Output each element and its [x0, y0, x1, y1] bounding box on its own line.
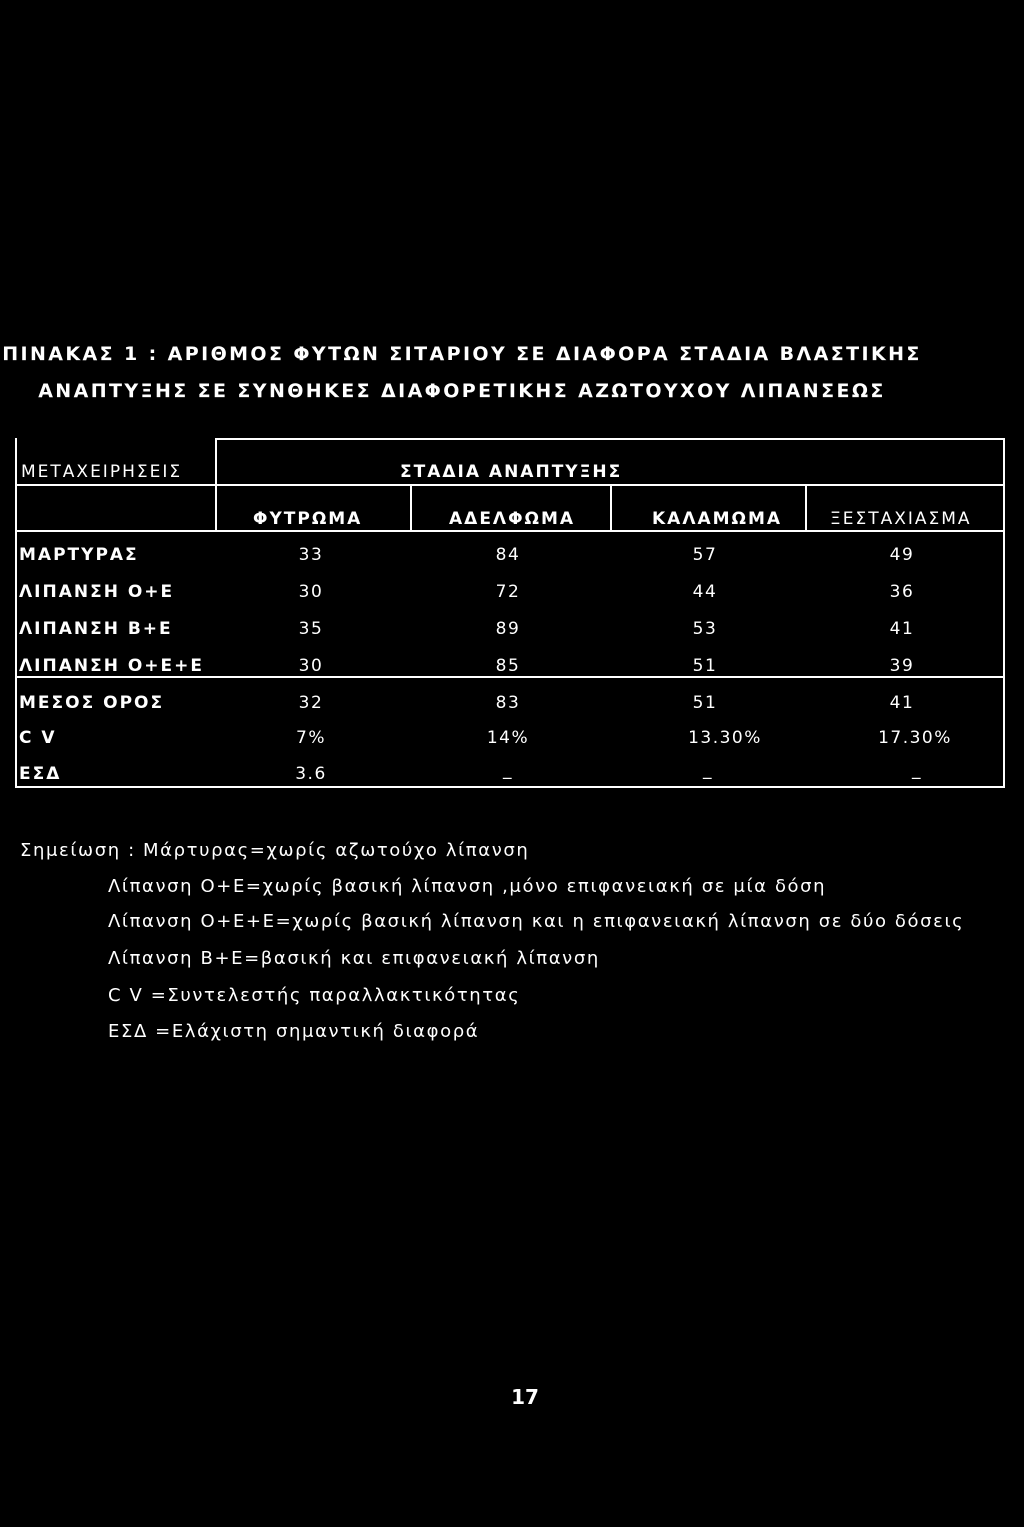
cell-value: 85: [495, 656, 521, 676]
note-line-3: Λίπανση Ο+Ε+Ε=χωρίς βασική λίπανση και η επιφανειακή λίπανση σε δύο δόσεις: [108, 911, 965, 932]
cell-value: 32: [298, 693, 324, 713]
note-line-6: ΕΣΔ =Ελάχιστη σημαντική διαφορά: [108, 1021, 480, 1042]
row-label-fertilization-o-e-e: ΛΙΠΑΝΣΗ Ο+Ε+Ε: [19, 656, 205, 676]
page-number: 17: [511, 1385, 539, 1409]
cell-value: 89: [495, 619, 521, 639]
cell-value: 83: [495, 693, 521, 713]
cell-value: _: [703, 760, 713, 780]
cell-value: 51: [692, 693, 718, 713]
note-line-1: Σημείωση : Μάρτυρας=χωρίς αζωτούχο λίπανση: [20, 840, 530, 861]
cell-value: 39: [889, 656, 915, 676]
cell-value: 53: [692, 619, 718, 639]
cell-value: 84: [495, 545, 521, 565]
cell-value: 7%: [296, 728, 326, 748]
column-header-tillering: ΑΔΕΛΦΩΜΑ: [449, 509, 576, 529]
cell-value: 51: [692, 656, 718, 676]
cell-value: _: [912, 760, 922, 780]
data-table: [15, 438, 1005, 788]
cell-value: 13.30%: [688, 728, 762, 748]
cell-value: 33: [298, 545, 324, 565]
column-header-stem-elongation: ΚΑΛΑΜΩΜΑ: [652, 509, 783, 529]
table-mean-divider: [15, 676, 1005, 678]
cell-value: 72: [495, 582, 521, 602]
note-line-4: Λίπανση Β+Ε=βασική και επιφανειακή λίπανση: [108, 948, 600, 969]
table-header-divider: [15, 484, 1005, 486]
cell-value: 17.30%: [878, 728, 952, 748]
cell-value: 3.6: [295, 764, 327, 784]
row-label-cv: C V: [19, 728, 57, 748]
row-label-lsd: ΕΣΔ: [19, 764, 62, 784]
row-label-mean: ΜΕΣΟΣ ΟΡΟΣ: [19, 693, 165, 713]
note-line-5: C V =Συντελεστής παραλλακτικότητας: [108, 985, 521, 1006]
cell-value: 44: [692, 582, 718, 602]
stages-header: ΣΤΑΔΙΑ ΑΝΑΠΤΥΞΗΣ: [400, 462, 623, 482]
table-column-divider-2: [610, 484, 612, 530]
cell-value: 30: [298, 656, 324, 676]
table-columns-divider: [15, 530, 1005, 532]
cell-value: _: [503, 760, 513, 780]
table-column-divider-1: [410, 484, 412, 530]
table-left-border: [15, 438, 17, 788]
table-column-divider-3: [805, 484, 807, 530]
column-header-heading: ΞΕΣΤΑΧΙΑΣΜΑ: [830, 509, 972, 529]
cell-value: 57: [692, 545, 718, 565]
column-header-sprouting: ΦΥΤΡΩΜΑ: [253, 509, 363, 529]
cell-value: 36: [889, 582, 915, 602]
table-bottom-border: [15, 786, 1005, 788]
cell-value: 35: [298, 619, 324, 639]
row-label-fertilization-b-e: ΛΙΠΑΝΣΗ Β+Ε: [19, 619, 173, 639]
cell-value: 30: [298, 582, 324, 602]
table-treatments-divider: [215, 438, 217, 530]
cell-value: 41: [889, 619, 915, 639]
table-top-border: [215, 438, 1005, 440]
cell-value: 14%: [486, 728, 530, 748]
row-label-fertilization-o-e: ΛΙΠΑΝΣΗ Ο+Ε: [19, 582, 175, 602]
note-line-2: Λίπανση Ο+Ε=χωρίς βασική λίπανση ,μόνο επιφανειακή σε μία δόση: [108, 876, 827, 897]
cell-value: 49: [889, 545, 915, 565]
table-right-border: [1003, 438, 1005, 788]
treatments-header: ΜΕΤΑΧΕΙΡΗΣΕΙΣ: [21, 462, 183, 482]
table-title-line-1: ΠΙΝΑΚΑΣ 1 : ΑΡΙΘΜΟΣ ΦΥΤΩΝ ΣΙΤΑΡΙΟΥ ΣΕ ΔΙΑΦΟΡΑ ΣΤΑΔΙΑ ΒΛΑΣΤΙΚΗΣ: [2, 343, 922, 365]
table-title-line-2: ΑΝΑΠΤΥΞΗΣ ΣΕ ΣΥΝΘΗΚΕΣ ΔΙΑΦΟΡΕΤΙΚΗΣ ΑΖΩΤΟΥΧΟΥ ΛΙΠΑΝΣΕΩΣ: [38, 380, 886, 402]
cell-value: 41: [889, 693, 915, 713]
row-label-control: ΜΑΡΤΥΡΑΣ: [19, 545, 139, 565]
